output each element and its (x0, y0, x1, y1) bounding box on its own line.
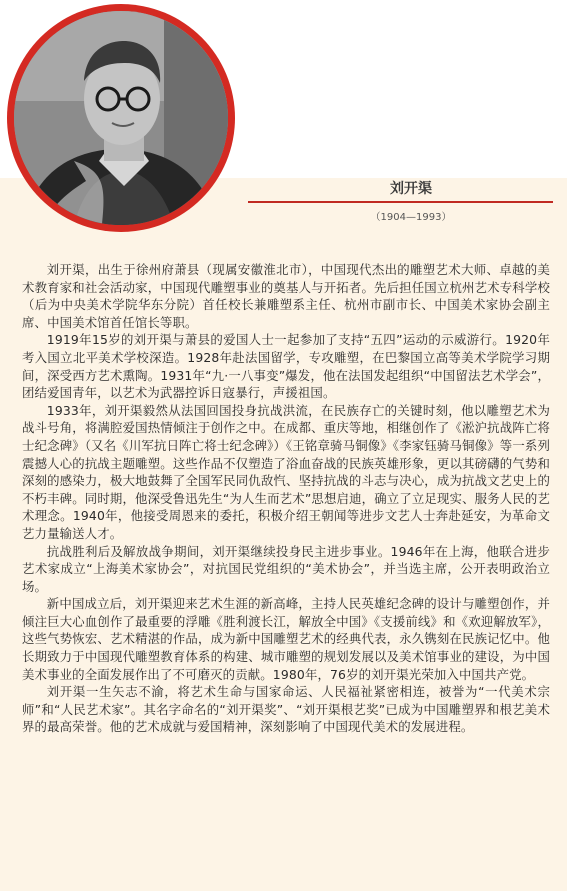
life-years: （1904—1993） (370, 212, 452, 223)
person-name: 刘开渠 (390, 181, 432, 197)
bio-paragraph: 抗战胜利后及解放战争期间，刘开渠继续投身民主进步事业。1946年在上海，他联合进步艺术家成立“上海美术家协会”，对抗国民党组织的“美术协会”，并当选主席，公开表明政治立场。 (22, 543, 550, 594)
bio-paragraph: 新中国成立后，刘开渠迎来艺术生涯的新高峰，主持人民英雄纪念碑的设计与雕塑创作，并倾注巨大心血创作了最重要的浮雕《胜利渡长江，解放全中国》《支援前线》和《欢迎解放军》，这些气势恢宏、艺术精湛的作品，成为新中国雕塑艺术的经典代表，永久镌刻在民族记忆中。他长期致力于中国现代雕塑教育体系的构建、城市雕塑的规划发展以及美术馆事业的建设，为中国美术事业的全面发展作出了不可磨灭的贡献。1980年，76岁的刘开渠光荣加入中国共产党。 (22, 596, 550, 682)
bio-paragraph: 刘开渠，出生于徐州府萧县（现属安徽淮北市），中国现代杰出的雕塑艺术大师、卓越的美术教育家和社会活动家，中国现代雕塑事业的奠基人与开拓者。先后担任国立杭州艺术专科学校（后为中央美术学院华东分院）首任校长兼雕塑系主任、杭州市副市长、中国美术家协会副主席、中国美术馆首任馆长等职。 (22, 262, 550, 330)
bio-paragraph: 刘开渠一生矢志不渝，将艺术生命与国家命运、人民福祉紧密相连，被誉为“一代美术宗师”和“人民艺术家”。其名字命名的“刘开渠奖”、“刘开渠根艺奖”已成为中国雕塑界和根艺美术界的最高荣誉。他的艺术成就与爱国精神，深刻影响了中国现代美术的发展进程。 (22, 684, 550, 735)
bio-paragraph: 1919年15岁的刘开渠与萧县的爱国人士一起参加了支持“五四”运动的示威游行。1920年考入国立北平美术学校深造。1928年赴法国留学，专攻雕塑，在巴黎国立高等美术学院学习期间，深受西方艺术熏陶。1931年“九·一八事变”爆发，他在法国发起组织“中国留法艺术学会”，团结爱国青年，以艺术为武器控诉日寇暴行，声援祖国。 (22, 332, 550, 401)
bio-paragraph: 1933年，刘开渠毅然从法国回国投身抗战洪流，在民族存亡的关键时刻，他以雕塑艺术为战斗号角，将满腔爱国热情倾注于创作之中。在成都、重庆等地，相继创作了《淞沪抗战阵亡将士纪念碑》（又名《川军抗日阵亡将士纪念碑》）《王铭章骑马铜像》《李家钰骑马铜像》等一系列震撼人心的抗战主题雕塑。这些作品不仅塑造了浴血奋战的民族英雄形象，更以其磅礴的气势和深刻的感染力，极大地鼓舞了全国军民同仇敌忾、坚持抗战的斗志与决心，成为抗战文艺史上的不朽丰碑。同时期，他深受鲁迅先生“为人生而艺术”思想启迪，确立了立足现实、服务人民的艺术理念。1940年，他接受周恩来的委托，积极介绍王朝闻等进步文艺人士奔赴延安，为革命文艺力量输送人才。 (22, 402, 550, 541)
title-divider (248, 201, 553, 203)
biography (22, 261, 550, 736)
portrait-photo (14, 11, 228, 225)
